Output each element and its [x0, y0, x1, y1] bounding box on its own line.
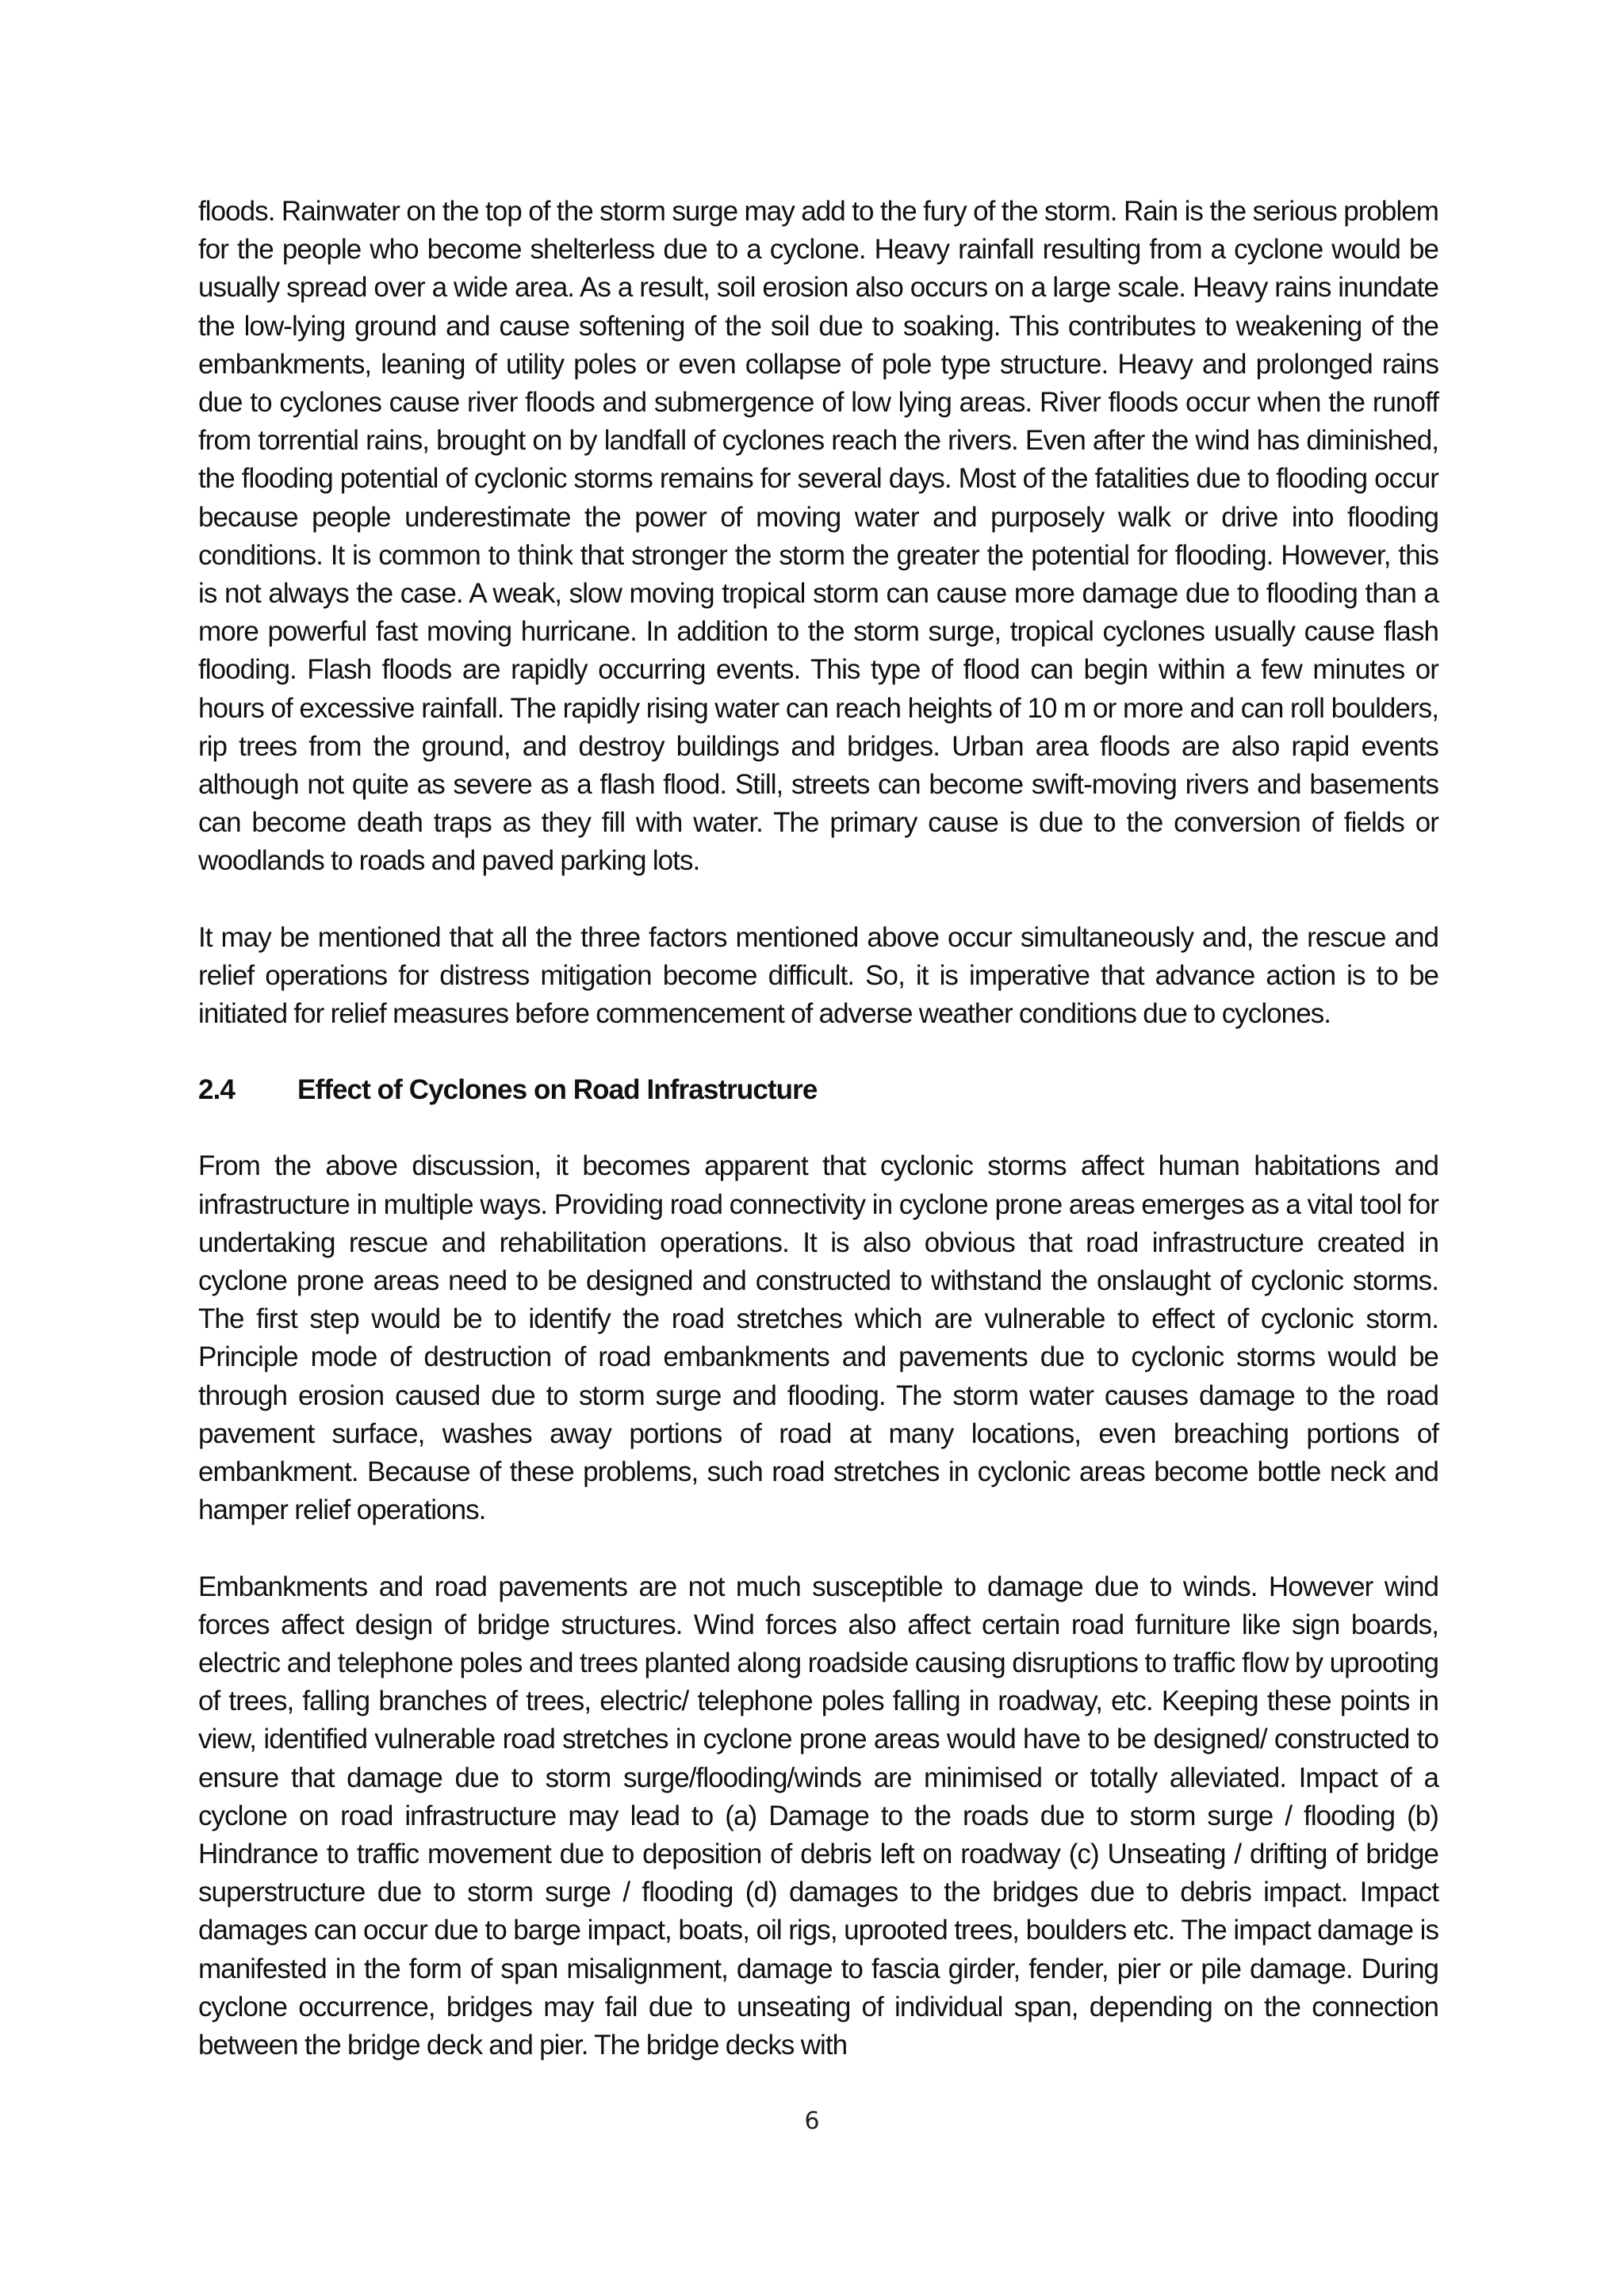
page-number: 6: [804, 2107, 820, 2135]
section-number: 2.4: [198, 1074, 235, 1106]
paragraph-road-connectivity: From the above discussion, it becomes apparent that cyclonic storms affect human habitations and infrastructure in multiple ways. Providing road connectivity in cyclone prone areas emerges as a vital tool for undertaking rescue and rehabilitation operations. It is also obvious that road infrastructure created in cyclone prone areas need to be designed and constructed to withstand the onslaught of cyclonic storms. The first step would be to identify the road stretches which are vulnerable to effect of cyclonic storm. Principle mode of destruction of road embankments and pavements due to cyclonic storms would be through erosion caused due to storm surge and flooding. The storm water causes damage to the road pavement surface, washes away portions of road at many locations, even breaching portions of embankment. Because of these problems, such road stretches in cyclonic areas become bottle neck and hamper relief operations.: [198, 1150, 1438, 1526]
paragraph-wind-effects: Embankments and road pavements are not much susceptible to damage due to winds. However wind forces affect design of bridge structures. Wind forces also affect certain road furniture like sign boards, electric and telephone poles and trees planted along roadside causing disruptions to traffic flow by uprooting of trees, falling branches of trees, electric/ telephone poles falling in roadway, etc. Keeping these points in view, identified vulnerable road stretches in cyclone prone areas would have to be designed/ constructed to ensure that damage due to storm surge/flooding/winds are minimised or totally alleviated. Impact of a cyclone on road infrastructure may lead to (a) Damage to the roads due to storm surge / flooding (b) Hindrance to traffic movement due to deposition of debris left on roadway (c) Unseating / drifting of bridge superstructure due to storm surge / flooding (d) damages to the bridges due to debris impact. Impact damages can occur due to barge impact, boats, oil rigs, uprooted trees, boulders etc. The impact damage is manifested in the form of span misalignment, damage to fascia girder, fender, pier or pile damage. During cyclone occurrence, bridges may fail due to unseating of individual span, depending on the connection between the bridge deck and pier. The bridge decks with: [198, 1571, 1438, 2061]
section-title: Effect of Cyclones on Road Infrastructure: [297, 1074, 818, 1106]
paragraph-simultaneous-factors: It may be mentioned that all the three factors mentioned above occur simultaneously and, the rescue and relief operations for distress mitigation become difficult. So, it is imperative that advance action is to be initiated for relief measures before commencement of adverse weather conditions due to cyclones.: [198, 921, 1438, 1030]
page-body: [198, 193, 1438, 2064]
paragraph-floods: floods. Rainwater on the top of the storm surge may add to the fury of the storm. Rain is the serious problem for the people who become shelterless due to a cyclone. Heavy rainfall resulting from a cyclone would be usually spread over a wide area. As a result, soil erosion also occurs on a large scale. Heavy rains inundate the low-lying ground and cause softening of the soil due to soaking. This contributes to weakening of the embankments, leaning of utility poles or even collapse of pole type structure. Heavy and prolonged rains due to cyclones cause river floods and submergence of low lying areas. River floods occur when the runoff from torrential rains, brought on by landfall of cyclones reach the rivers. Even after the wind has diminished, the flooding potential of cyclonic storms remains for several days. Most of the fatalities due to flooding occur because people underestimate the power of moving water and purposely walk or drive into flooding conditions. It is common to think that stronger the storm the greater the potential for flooding. However, this is not always the case. A weak, slow moving tropical storm can cause more damage due to flooding than a more powerful fast moving hurricane. In addition to the storm surge, tropical cyclones usually cause flash flooding. Flash floods are rapidly occurring events. This type of flood can begin within a few minutes or hours of excessive rainfall. The rapidly rising water can reach heights of 10 m or more and can roll boulders, rip trees from the ground, and destroy buildings and bridges. Urban area floods are also rapid events although not quite as severe as a flash flood. Still, streets can become swift-moving rivers and basements can become death traps as they fill with water. The primary cause is due to the conversion of fields or woodlands to roads and paved parking lots.: [198, 196, 1438, 877]
section-heading: [198, 1071, 1438, 1109]
